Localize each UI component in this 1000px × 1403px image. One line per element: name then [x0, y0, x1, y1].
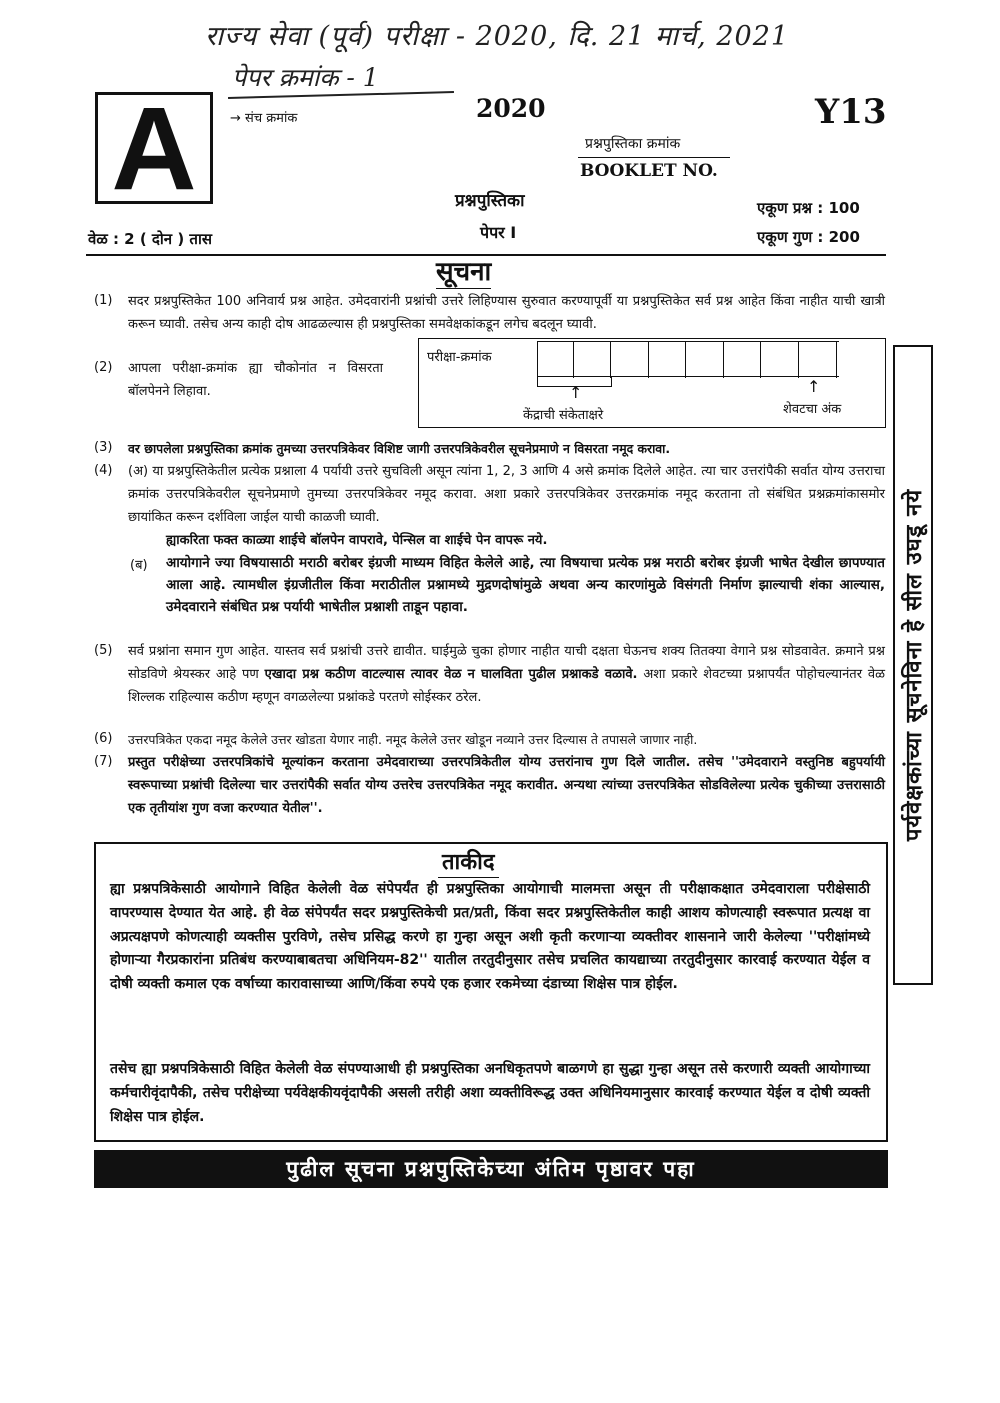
item-4b-text: आयोगाने ज्या विषयासाठी मराठी बरोबर इंग्रजी माध्यम विहित केलेले आहे, त्या विषयाचा प्रत्येक प्रश्न मराठी बरोबर इंग्रजी भाषेत देखील छापण्यात आला आहे. त्यामधील इंग्रजीतील किंवा मराठीतील प्रश्नामध्ये मुद्रणदोषांमुळे अथवा अन्य कारणांमुळे विसंगती निर्माण झाल्याची शंका आल्यास, उमेदवाराने संबंधित प्रश्न पर्यायी भाषेतील प्रश्नाशी ताडून पहावा.	[166, 555, 885, 615]
exam-number-label: परीक्षा-क्रमांक	[427, 350, 492, 365]
booklet-label-en: BOOKLET NO.	[580, 161, 718, 181]
seal-strip	[893, 345, 933, 985]
last-digit-label: शेवटचा अंक	[783, 402, 842, 417]
item-4-number: (4)	[94, 463, 113, 478]
year: 2020	[476, 94, 546, 123]
item-7-text: प्रस्तुत परीक्षेच्या उत्तरपत्रिकांचे मूल्यांकन करताना उमेदवाराच्या उत्तरपत्रिकेतील योग्य उत्तरांनाच गुण दिले जातील. तसेच ''उमेदवाराने वस्तुनिष्ठ बहुपर्यायी स्वरूपाच्या प्रश्नांची दिलेल्या चार उत्तरांपैकी सर्वात योग्य उत्तरेच उत्तरपत्रिकेत नमूद करावीत. अन्यथा त्यांच्या उत्तरपत्रिकेत सोडविलेल्या प्रत्येक चुकीच्या उत्तरासाठी एक तृतीयांश गुण वजा करण्यात येतील''.	[128, 755, 885, 816]
handwritten-exam-line: राज्य सेवा (पूर्व) परीक्षा - 2020, दि. 21 मार्च, 2021	[205, 21, 790, 52]
exam-duration: वेळ : 2 ( दोन ) तास	[88, 230, 212, 248]
booklet-label-rule	[578, 157, 730, 158]
item-5-text-b: अशा प्रकारे शेवटच्या प्रश्नापर्यंत पोहोचल्यानंतर वेळ शिल्लक राहिल्यास कठीण म्हणून वगळलेल्या प्रश्नांकडे परतणे सोईस्कर ठरेल.	[128, 667, 885, 705]
exam-cell-6[interactable]	[725, 342, 761, 378]
paper-number: पेपर I	[480, 223, 517, 242]
booklet-code: Y13	[815, 92, 887, 132]
total-questions: एकूण प्रश्न : 100	[757, 199, 860, 217]
exam-cell-7[interactable]	[763, 342, 799, 378]
item-5-text-a: सर्व प्रश्नांना समान गुण आहेत. यास्तव सर्व प्रश्नांची उत्तरे द्यावीत. घाईमुळे चुका होणार नाहीत याची दक्षता घेऊनच शक्य तितक्या वेगाने प्रश्न सोडवावेत. क्रमाने प्रश्न सोडविणे श्रेयस्कर आहे पण	[128, 644, 885, 682]
exam-number-box	[418, 338, 886, 428]
center-code-arrow-icon: ↑	[569, 383, 583, 402]
item-3-number: (3)	[94, 440, 113, 455]
item-5-number: (5)	[94, 643, 113, 658]
item-6-text: उत्तरपत्रिकेत एकदा नमूद केलेले उत्तर खोडता येणार नाही. नमूद केलेले उत्तर खोडून नव्याने उत्तर दिल्यास ते तपासले जाणार नाही.	[128, 732, 698, 747]
item-1-number: (1)	[94, 293, 113, 308]
warning-heading: ताकीद	[438, 849, 499, 878]
item-4a-bold-text: ह्याकरिता फक्त काळ्या शाईचे बॉलपेन वापरावे, पेन्सिल वा शाईचे पेन वापरू नये.	[166, 533, 548, 548]
item-2-number: (2)	[94, 360, 113, 375]
handwritten-paper-line: पेपर क्रमांक - 1	[232, 63, 379, 92]
set-letter: A	[111, 83, 197, 215]
item-1-text: सदर प्रश्नपुस्तिकेत 100 अनिवार्य प्रश्न आहेत. उमेदवारांनी प्रश्नांची उत्तरे लिहिण्यास सुरुवात करण्यापूर्वी या प्रश्नपुस्तिकेत सर्व प्रश्न आहेत किंवा नाहीत याची खात्री करून घ्यावी. तसेच अन्य काही दोष आढळल्यास ही प्रश्नपुस्तिका समवेक्षकांकडून लगेच बदलून घ्यावी.	[128, 294, 885, 332]
footer-banner: पुढील सूचना प्रश्नपुस्तिकेच्या अंतिम पृष्ठावर पहा	[94, 1150, 888, 1188]
item-4a-text: (अ) या प्रश्नपुस्तिकेतील प्रत्येक प्रश्नाला 4 पर्यायी उत्तरे सुचविली असून त्यांना 1, 2, 3 आणि 4 असे क्रमांक दिलेले आहेत. त्या चार उत्तरांपैकी सर्वात योग्य उत्तराचा क्रमांक उत्तरपत्रिकेवरील सूचनेप्रमाणे तुमच्या उत्तरपत्रिकेवर नमूद करावा. अशा प्रकारे उत्तरपत्रिकेवर उत्तरक्रमांक नमूद करताना तो संबंधित प्रश्नक्रमांकासमोर छायांकित करून दर्शविला जाईल याची काळजी घ्यावी.	[128, 464, 885, 525]
exam-cell-2[interactable]	[575, 342, 611, 378]
exam-cell-1[interactable]	[538, 342, 574, 378]
item-4b-number: (ब)	[130, 558, 148, 573]
item-6-number: (6)	[94, 731, 113, 746]
booklet-label-mr: प्रश्नपुस्तिका क्रमांक	[585, 136, 681, 152]
notice-heading: सूचना	[436, 257, 492, 287]
last-digit-arrow-icon: ↑	[807, 377, 821, 396]
exam-cell-3[interactable]	[613, 342, 649, 378]
exam-number-cells	[537, 341, 839, 377]
item-5-bold-text: एखादा प्रश्न कठीण वाटल्यास त्यावर वेळ न घालविता पुढील प्रश्नाकडे वळावे.	[264, 667, 638, 682]
exam-cell-4[interactable]	[650, 342, 686, 378]
item-7-number: (7)	[94, 754, 113, 769]
seal-text: पर्यवेक्षकांच्या सूचनेविना हे सील उघडू नये	[902, 488, 927, 842]
warning-para-2: तसेच ह्या प्रश्नपत्रिकेसाठी विहित केलेली वेळ संपण्याआधी ही प्रश्नपुस्तिका अनधिकृतपणे बाळगणे हा सुद्धा गुन्हा असून तसे करणारी व्यक्ती आयोगाच्या कर्मचारीवृंदापैकी, तसेच परीक्षेच्या पर्यवेक्षकीयवृंदापैकी असली तरीही अशा व्यक्तीविरूद्ध उक्त अधिनियमानुसार कारवाई करण्यात येईल व दोषी व्यक्ती शिक्षेस पात्र होईल.	[110, 1061, 870, 1125]
booklet-title: प्रश्नपुस्तिका	[455, 191, 525, 211]
item-2-text: आपला परीक्षा-क्रमांक ह्या चौकोनांत न विसरता बॉलपेनने लिहावा.	[128, 361, 383, 399]
warning-para-1: ह्या प्रश्नपत्रिकेसाठी आयोगाने विहित केलेली वेळ संपेपर्यंत ही प्रश्नपुस्तिका आयोगाची मालमत्ता असून ती परीक्षाकक्षात उमेदवाराला परीक्षेसाठी वापरण्यास देण्यात येत आहे. ही वेळ संपेपर्यंत सदर प्रश्नपुस्तिकेची प्रत/प्रती, किंवा सदर प्रश्नपुस्तिकेतील काही आशय कोणत्याही स्वरूपात प्रत्यक्ष वा अप्रत्यक्षपणे कोणत्याही व्यक्तीस पुरविणे, तसेच प्रसिद्ध करणे हा गुन्हा असून अशी कृती करणाऱ्या व्यक्तीवर शासनाने जारी केलेल्या ''परीक्षांमध्ये होणाऱ्या गैरप्रकारांना प्रतिबंध करण्याबाबतचा अधिनियम-82'' यातील तरतुदीनुसार तसेच प्रचलित कायद्याच्या तरतुदीनुसार कारवाई करण्यात येईल व दोषी व्यक्ती कमाल एक वर्षाच्या कारावासाच्या आणि/किंवा रुपये एक हजार रकमेच्या दंडाच्या शिक्षेस पात्र होईल.	[110, 881, 870, 993]
set-label: → संच क्रमांक	[230, 111, 298, 126]
center-code-label: केंद्राची संकेताक्षरे	[523, 408, 604, 423]
exam-cell-5[interactable]	[688, 342, 724, 378]
item-5-text	[128, 640, 885, 709]
item-3-text: वर छापलेला प्रश्नपुस्तिका क्रमांक तुमच्या उत्तरपत्रिकेवर विशिष्ट जागी उत्तरपत्रिकेवरील सूचनेप्रमाणे न विसरता नमूद करावा.	[128, 441, 671, 456]
total-marks: एकूण गुण : 200	[757, 228, 860, 246]
exam-cell-8[interactable]	[801, 342, 837, 378]
set-letter-box	[95, 83, 213, 215]
